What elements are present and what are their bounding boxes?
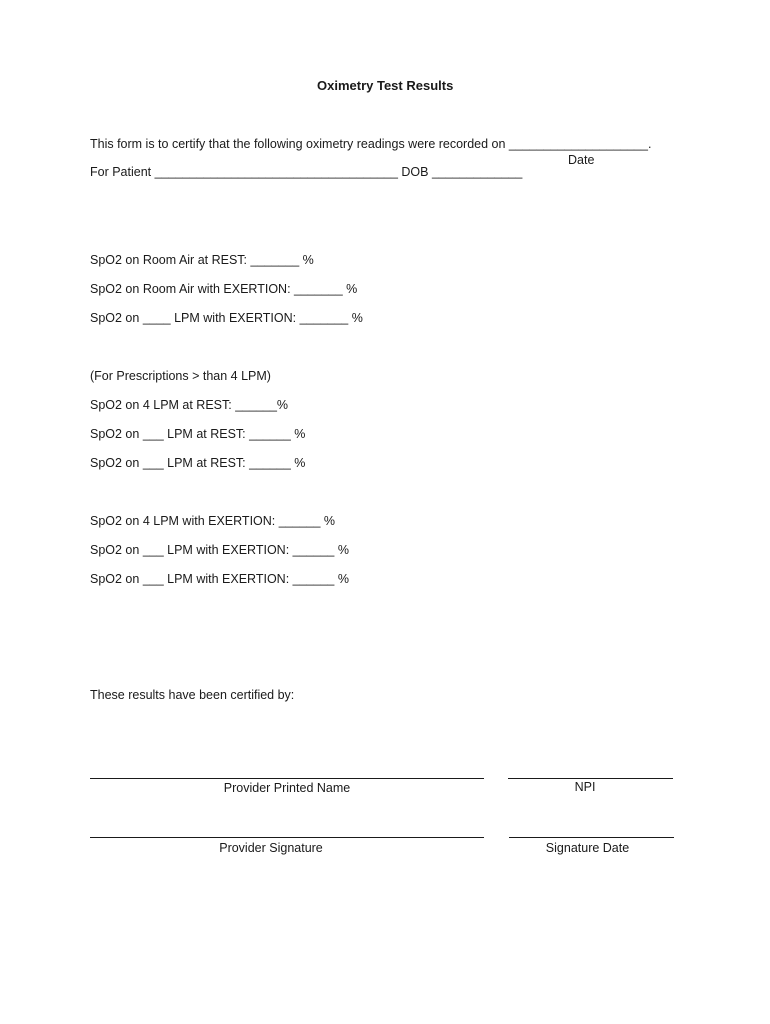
provider-name-line: [90, 778, 484, 779]
intro-line: This form is to certify that the following oximetry readings were recorded on ____________________.: [90, 137, 652, 151]
spo2-lpm-exertion: SpO2 on ___ LPM with EXERTION: ______ %: [90, 572, 349, 586]
patient-line: For Patient ___________________________________ DOB _____________: [90, 165, 523, 179]
spo2-lpm-rest: SpO2 on ___ LPM at REST: ______ %: [90, 456, 306, 470]
spo2-4lpm-exertion: SpO2 on 4 LPM with EXERTION: ______ %: [90, 514, 336, 528]
certification-statement: These results have been certified by:: [90, 688, 295, 702]
prescriptions-note: (For Prescriptions > than 4 LPM): [90, 369, 271, 383]
spo2-4lpm-rest: SpO2 on 4 LPM at REST: ______%: [90, 398, 289, 412]
provider-signature-label: Provider Signature: [219, 841, 323, 855]
signature-date-label: Signature Date: [545, 841, 630, 855]
npi-line: [508, 778, 673, 779]
spo2-lpm-exertion: SpO2 on ____ LPM with EXERTION: _______ %: [90, 311, 363, 325]
signature-date-line: [509, 837, 674, 838]
provider-signature-line: [90, 837, 484, 838]
spo2-room-air-rest: SpO2 on Room Air at REST: _______ %: [90, 253, 314, 267]
date-label: Date: [568, 153, 595, 167]
spo2-room-air-exertion: SpO2 on Room Air with EXERTION: _______ %: [90, 282, 358, 296]
page-title: Oximetry Test Results: [317, 78, 454, 93]
spo2-lpm-exertion: SpO2 on ___ LPM with EXERTION: ______ %: [90, 543, 349, 557]
provider-printed-name-label: Provider Printed Name: [223, 781, 351, 795]
npi-label: NPI: [574, 780, 596, 794]
spo2-lpm-rest: SpO2 on ___ LPM at REST: ______ %: [90, 427, 306, 441]
